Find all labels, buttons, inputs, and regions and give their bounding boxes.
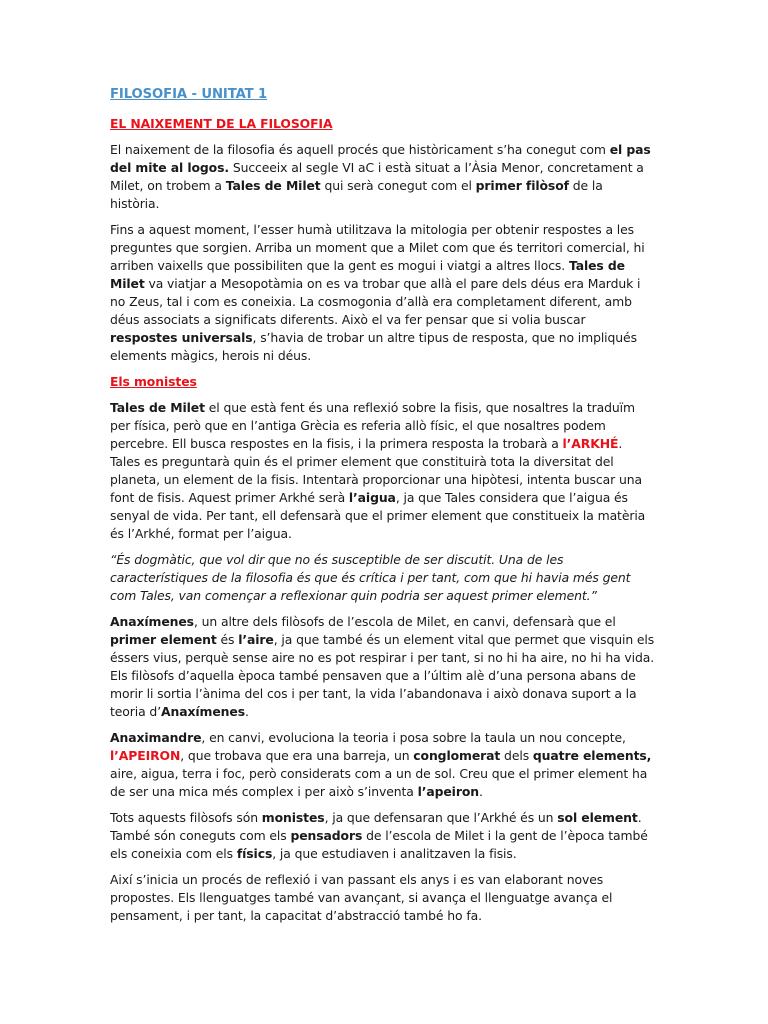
- bold-run: Tales de Milet: [225, 178, 321, 193]
- text-run: . Tales es preguntarà quin és el primer element que constituirà tota la diversitat del planeta, un element de la fisis. Intentarà proporcionar una hipòtesi, intenta buscar una font de fisis. Aquest primer Arkhé serà: [110, 436, 642, 505]
- text-run: , en canvi, evoluciona la teoria i posa sobre la taula un nou concepte,: [201, 730, 626, 745]
- red-bold-run: l’APEIRON: [110, 748, 181, 763]
- bold-run: l’aigua: [348, 490, 396, 505]
- text-run: , ja que estudiaven i analitzaven la fisis.: [272, 846, 517, 861]
- text-run: és: [216, 632, 239, 647]
- section-heading-naixement: EL NAIXEMENT DE LA FILOSOFIA: [110, 116, 333, 131]
- text-run: va viatjar a Mesopotàmia on es va trobar que allà el pare dels déus era Marduk i no Zeus, tal i com es coneixia. La cosmogonia d’allà era completament diferent, amb déus associats a significats diferents. Això el va fer pensar que si volia buscar: [110, 276, 641, 327]
- text-run: . També són coneguts com els: [110, 810, 642, 843]
- text-run: , que trobava que era una barreja, un: [180, 748, 414, 763]
- paragraph-tales: [110, 399, 655, 543]
- bold-run: Tales de Milet: [110, 258, 625, 291]
- text-run: , s’havia de trobar un altre tipus de resposta, que no impliqués elements màgics, herois ni déus.: [110, 330, 637, 363]
- text-run: Fins a aquest moment, l’esser humà utilitzava la mitologia per obtenir respostes a les preguntes que sorgien. Arriba un moment que a Milet com que és territori comercial, hi arriben vaixells que possibiliten que la gent es mogui i viatgi a altres llocs.: [110, 222, 645, 273]
- bold-run: l’apeiron: [417, 784, 479, 799]
- red-bold-run: l’ARKHÉ: [562, 436, 619, 451]
- section-heading-monistes: Els monistes: [110, 374, 197, 389]
- text-run: El naixement de la filosofia és aquell procés que històricament s’ha conegut com: [110, 142, 610, 157]
- text-run: qui serà conegut com el: [320, 178, 476, 193]
- bold-run: Tales de Milet: [110, 400, 205, 415]
- text-run: , ja que defensaran que l’Arkhé és un: [324, 810, 558, 825]
- text-run: , ja que també és un element vital que permet que visquin els éssers vius, perquè sense aire no es pot respirar i per tant, si no hi ha aire, no hi ha vida. Els filòsofs d’aquella època també pensaven que a l’últim alè d’una persona abans de morir li sortia l’ànima del cos i per tant, la vida l’abandonava i això donava suport a la teoria d’: [110, 632, 655, 719]
- text-run: aire, aigua, terra i foc, però considerats com a un de sol. Creu que el primer element ha de ser una mica més complex i per això s’inventa: [110, 766, 648, 799]
- paragraph-mitologia: [110, 221, 655, 365]
- bold-run: Anaxímenes: [161, 704, 245, 719]
- bold-run: Anaximandre: [110, 730, 202, 745]
- bold-run: el pas del mite al logos.: [110, 142, 651, 175]
- paragraph-quote: “És dogmàtic, que vol dir que no és susceptible de ser discutit. Una de les característiques de la filosofia és que és crítica i per tant, com que hi havia més gent com Tales, van començar a reflexionar quin podria ser aquest primer element.”: [110, 552, 631, 603]
- paragraph-naixement: [110, 141, 655, 213]
- paragraph-conclusio: Així s’inicia un procés de reflexió i van passant els anys i es van elaborant noves propostes. Els llenguatges també van avançant, si avança el llenguatge avança el pensament, i per tant, la capacitat d’abstracció també ho fa.: [110, 872, 613, 923]
- bold-run: primer element: [110, 632, 217, 647]
- bold-run: pensadors: [290, 828, 363, 843]
- text-run: el que està fent és una reflexió sobre la fisis, que nosaltres la traduïm per física, però que en l’antiga Grècia es referia allò físic, el que nosaltres podem percebre. Ell busca respostes en la fisis, i la primera resposta la trobarà a: [110, 400, 635, 451]
- text-run: , ja que Tales considera que l’aigua és senyal de vida. Per tant, ell defensarà que el primer element que constitueix la matèria és l’Arkhé, format per l’aigua.: [110, 490, 646, 541]
- text-run: .: [244, 704, 249, 719]
- bold-run: sol element: [557, 810, 638, 825]
- text-run: de la història.: [110, 178, 603, 211]
- text-run: dels: [500, 748, 533, 763]
- paragraph-anaximenes: [110, 613, 655, 721]
- text-run: Tots aquests filòsofs són: [110, 810, 262, 825]
- bold-run: físics: [236, 846, 273, 861]
- paragraph-anaximandre: [110, 729, 655, 801]
- bold-run: conglomerat: [413, 748, 501, 763]
- bold-run: Anaxímenes: [110, 614, 194, 629]
- bold-run: quatre elements,: [532, 748, 652, 763]
- bold-run: l’aire: [238, 632, 274, 647]
- text-run: Succeeix al segle VI aC i està situat a l’Àsia Menor, concretament a Milet, on trobem a: [110, 160, 644, 193]
- bold-run: monistes: [261, 810, 325, 825]
- document-title: FILOSOFIA - UNITAT 1: [110, 87, 268, 102]
- text-run: , un altre dels filòsofs de l’escola de Milet, en canvi, defensarà que el: [193, 614, 616, 629]
- bold-run: primer filòsof: [475, 178, 569, 193]
- text-run: de l’escola de Milet i la gent de l’època també els coneixia com els: [110, 828, 648, 861]
- paragraph-monistes: [110, 809, 655, 863]
- text-run: .: [478, 784, 483, 799]
- bold-run: respostes universals: [110, 330, 253, 345]
- document-page: [110, 86, 655, 933]
